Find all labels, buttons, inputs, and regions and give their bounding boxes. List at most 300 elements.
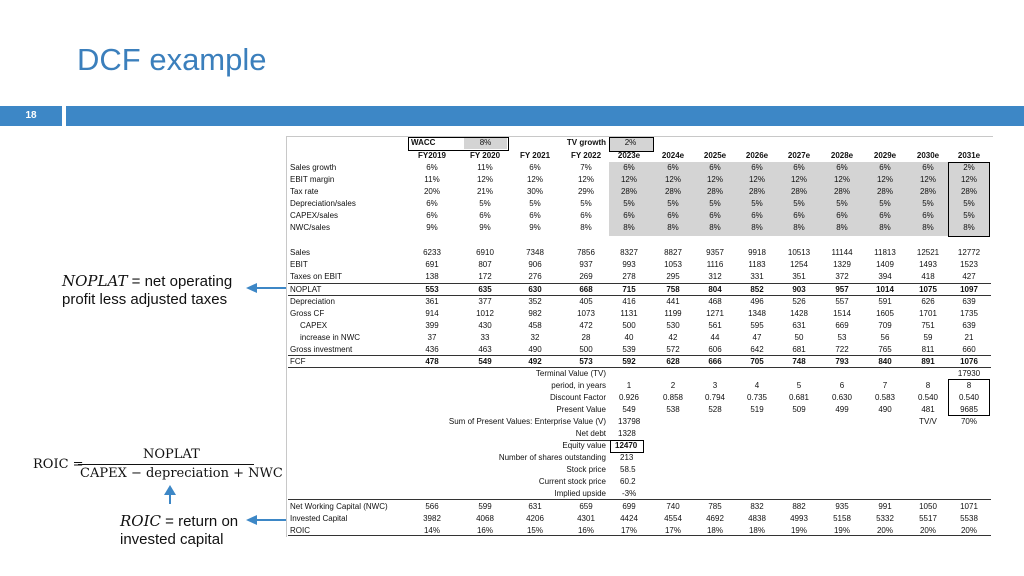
- financial-cell: 793: [835, 357, 849, 366]
- assumption-cell: 6%: [529, 163, 541, 172]
- financial-label: Sales: [290, 248, 311, 257]
- financial-cell: 557: [835, 297, 849, 306]
- financial-cell: 352: [528, 297, 542, 306]
- assumption-cell: 28%: [748, 187, 765, 196]
- bottom-cell: 4838: [748, 514, 766, 523]
- assumption-cell: 11%: [477, 163, 493, 172]
- assumption-cell: 20%: [423, 187, 440, 196]
- financial-cell: 748: [792, 357, 806, 366]
- financial-cell: 9357: [706, 248, 724, 257]
- financial-cell: 526: [792, 297, 806, 306]
- year-header: FY 2020: [469, 151, 501, 160]
- net-debt-label: Net debt: [575, 429, 606, 438]
- financial-cell: 47: [752, 333, 762, 342]
- financial-cell: 37: [427, 333, 437, 342]
- financial-cell: 10513: [787, 248, 811, 257]
- bottom-cell: 5517: [919, 514, 937, 523]
- financial-cell: 1075: [919, 285, 937, 294]
- financial-cell: 399: [425, 321, 439, 330]
- assumption-cell: 12%: [876, 175, 893, 184]
- implied-upside-value: -3%: [622, 489, 637, 498]
- financial-cell: 372: [835, 272, 849, 281]
- roic-denominator: CAPEX − depreciation + NWC: [80, 466, 283, 481]
- assumption-cell: 8%: [793, 223, 805, 232]
- period-cell: 4: [754, 381, 760, 390]
- financial-cell: 312: [708, 272, 722, 281]
- roic-fraction-bar: [78, 464, 254, 465]
- bottom-cell: 991: [878, 502, 892, 511]
- bottom-label: ROIC: [290, 526, 310, 535]
- assumption-cell: 5%: [709, 199, 721, 208]
- period-cell: 3: [712, 381, 718, 390]
- financial-cell: 1131: [620, 309, 638, 318]
- bottom-cell: 16%: [476, 526, 493, 535]
- year-header: 2023e: [617, 151, 641, 160]
- present-value-cell: 549: [622, 405, 636, 414]
- financial-cell: 1428: [790, 309, 808, 318]
- assumption-cell: 6%: [709, 211, 721, 220]
- financial-cell: 351: [792, 272, 806, 281]
- financial-cell: 807: [478, 260, 492, 269]
- period-cell: 8: [925, 381, 931, 390]
- financial-cell: 592: [622, 357, 636, 366]
- present-value-cell: 481: [921, 405, 935, 414]
- roic-up-arrow-icon: [163, 485, 177, 505]
- assumption-cell: 6%: [667, 163, 679, 172]
- assumption-cell: 29%: [577, 187, 594, 196]
- bottom-cell: 20%: [876, 526, 893, 535]
- financial-cell: 666: [708, 357, 722, 366]
- period-cell: 1: [626, 381, 632, 390]
- financial-label: increase in NWC: [300, 333, 361, 342]
- stock-price-label: Stock price: [566, 465, 606, 474]
- bottom-cell: 659: [579, 502, 593, 511]
- financial-cell: 53: [837, 333, 847, 342]
- year-header: FY 2021: [519, 151, 551, 160]
- financial-cell: 468: [708, 297, 722, 306]
- financial-cell: 295: [666, 272, 680, 281]
- financial-cell: 553: [425, 285, 439, 294]
- assumption-cell: 12%: [919, 175, 936, 184]
- year-header: 2025e: [703, 151, 727, 160]
- assumption-cell: 8%: [836, 223, 848, 232]
- financial-cell: 377: [478, 297, 492, 306]
- assumption-cell: 6%: [667, 211, 679, 220]
- assumption-cell: 8%: [751, 223, 763, 232]
- terminal-value-label: Terminal Value (TV): [535, 369, 606, 378]
- financial-cell: 32: [530, 333, 540, 342]
- financial-cell: 6233: [423, 248, 441, 257]
- wacc-value[interactable]: 8%: [479, 138, 492, 147]
- assumption-cell: 9%: [426, 223, 438, 232]
- assumption-cell: 2%: [963, 163, 975, 172]
- financial-cell: 463: [478, 345, 492, 354]
- assumption-cell: 28%: [664, 187, 681, 196]
- financial-cell: 44: [710, 333, 720, 342]
- financial-cell: 840: [878, 357, 892, 366]
- assumption-label: Tax rate: [290, 187, 319, 196]
- assumption-cell: 12%: [577, 175, 594, 184]
- assumption-cell: 6%: [426, 199, 438, 208]
- assumption-cell: 28%: [620, 187, 637, 196]
- period-cell: 6: [839, 381, 845, 390]
- financial-cell: 12772: [957, 248, 981, 257]
- financial-cell: 606: [708, 345, 722, 354]
- assumption-cell: 6%: [836, 163, 848, 172]
- financial-cell: 668: [579, 285, 593, 294]
- discount-factor-cell: 0.858: [662, 393, 684, 402]
- noplat-annotation-line2: profit less adjusted taxes: [62, 291, 228, 308]
- bottom-cell: 1071: [960, 502, 978, 511]
- financial-cell: 11813: [874, 248, 896, 257]
- assumption-cell: 12%: [620, 175, 637, 184]
- bottom-cell: 4554: [664, 514, 682, 523]
- wacc-label: WACC: [411, 138, 436, 147]
- assumption-cell: 28%: [833, 187, 850, 196]
- present-value-cell: 509: [792, 405, 806, 414]
- assumption-cell: 12%: [476, 175, 493, 184]
- bottom-cell: 5332: [876, 514, 894, 523]
- assumption-cell: 6%: [426, 211, 438, 220]
- discount-factor-label: Discount Factor: [549, 393, 606, 402]
- assumption-cell: 6%: [836, 211, 848, 220]
- financial-cell: 758: [666, 285, 680, 294]
- assumption-cell: 5%: [879, 199, 891, 208]
- bottom-cell: 4993: [790, 514, 808, 523]
- financial-cell: 418: [921, 272, 935, 281]
- year-header: FY 2022: [570, 151, 602, 160]
- financial-cell: 765: [878, 345, 892, 354]
- financial-cell: 28: [581, 333, 591, 342]
- assumption-cell: 5%: [963, 211, 975, 220]
- noplat-symbol: NOPLAT: [62, 272, 128, 290]
- assumption-cell: 8%: [667, 223, 679, 232]
- financial-label: CAPEX: [300, 321, 328, 330]
- assumption-cell: 6%: [793, 163, 805, 172]
- assumption-cell: 6%: [709, 163, 721, 172]
- financial-cell: 361: [425, 297, 439, 306]
- current-price-label: Current stock price: [538, 477, 606, 486]
- enterprise-value: 13798: [618, 417, 641, 426]
- period-cell: 2: [670, 381, 676, 390]
- roic-symbol: ROIC: [120, 512, 161, 530]
- shares-label: Number of shares outstanding: [498, 453, 606, 462]
- financial-cell: 1254: [790, 260, 808, 269]
- financial-cell: 530: [666, 321, 680, 330]
- bottom-cell: 740: [666, 502, 680, 511]
- shares-value: 213: [620, 453, 634, 462]
- financial-cell: 1012: [476, 309, 494, 318]
- bottom-label: Invested Capital: [290, 514, 348, 523]
- financial-cell: 1348: [748, 309, 766, 318]
- slide-number: 18: [25, 110, 37, 121]
- financial-label: Taxes on EBIT: [290, 272, 343, 281]
- financial-cell: 458: [528, 321, 542, 330]
- financial-cell: 982: [528, 309, 542, 318]
- financial-cell: 628: [666, 357, 680, 366]
- financial-cell: 500: [579, 345, 593, 354]
- bottom-label: Net Working Capital (NWC): [290, 502, 388, 511]
- financial-cell: 715: [622, 285, 636, 294]
- assumption-label: NWC/sales: [290, 223, 331, 232]
- financial-label: NOPLAT: [290, 285, 322, 294]
- financial-label: Gross CF: [290, 309, 325, 318]
- discount-factor-cell: 0.540: [958, 393, 980, 402]
- financial-cell: 50: [794, 333, 804, 342]
- discount-factor-cell: 0.583: [874, 393, 896, 402]
- tvv-value: 70%: [960, 417, 977, 426]
- financial-cell: 639: [962, 321, 976, 330]
- assumption-cell: 6%: [623, 211, 635, 220]
- financial-cell: 595: [750, 321, 764, 330]
- assumption-cell: 5%: [922, 199, 934, 208]
- assumption-cell: 8%: [580, 223, 592, 232]
- terminal-value: 17930: [957, 369, 981, 378]
- bottom-cell: 17%: [620, 526, 637, 535]
- present-value-cell: 538: [666, 405, 680, 414]
- financial-cell: 561: [708, 321, 722, 330]
- discount-factor-cell: 0.794: [704, 393, 726, 402]
- assumption-label: EBIT margin: [290, 175, 335, 184]
- financial-cell: 12521: [916, 248, 940, 257]
- bottom-cell: 19%: [833, 526, 850, 535]
- assumption-cell: 28%: [876, 187, 893, 196]
- financial-cell: 11144: [831, 248, 853, 257]
- period-cell: 5: [796, 381, 802, 390]
- assumption-cell: 7%: [580, 163, 592, 172]
- roic-arrow-icon: [246, 514, 288, 526]
- present-value-cell: 490: [878, 405, 892, 414]
- financial-cell: 722: [835, 345, 849, 354]
- financial-cell: 331: [750, 272, 764, 281]
- financial-cell: 394: [878, 272, 892, 281]
- financial-cell: 631: [792, 321, 806, 330]
- assumption-cell: 12%: [706, 175, 723, 184]
- assumption-cell: 6%: [479, 211, 491, 220]
- assumption-cell: 11%: [424, 175, 440, 184]
- present-value-label: Present Value: [556, 405, 606, 414]
- assumption-cell: 12%: [664, 175, 681, 184]
- assumption-cell: 6%: [922, 163, 934, 172]
- financial-cell: 492: [528, 357, 542, 366]
- current-price-value: 60.2: [620, 477, 636, 486]
- bottom-cell: 785: [708, 502, 722, 511]
- financial-cell: 906: [528, 260, 542, 269]
- bottom-cell: 16%: [577, 526, 594, 535]
- assumption-cell: 12%: [960, 175, 977, 184]
- financial-cell: 681: [792, 345, 806, 354]
- assumption-cell: 9%: [529, 223, 541, 232]
- assumption-cell: 12%: [748, 175, 765, 184]
- assumption-cell: 5%: [529, 199, 541, 208]
- roic-lhs: ROIC =: [33, 457, 84, 472]
- financial-cell: 549: [478, 357, 492, 366]
- bottom-cell: 4301: [577, 514, 595, 523]
- assumption-cell: 6%: [751, 211, 763, 220]
- noplat-text: = net operating: [127, 273, 233, 290]
- present-value-cell: 519: [750, 405, 764, 414]
- bottom-cell: 599: [478, 502, 492, 511]
- financial-cell: 1271: [706, 309, 724, 318]
- discount-factor-cell: 0.926: [618, 393, 640, 402]
- bottom-cell: 566: [425, 502, 439, 511]
- enterprise-value-label: Sum of Present Values: Enterprise Value (V): [448, 417, 606, 426]
- financial-cell: 1116: [706, 260, 724, 269]
- implied-upside-label: Implied upside: [554, 489, 606, 498]
- financial-cell: 430: [478, 321, 492, 330]
- bottom-cell: 1050: [919, 502, 937, 511]
- assumption-cell: 8%: [709, 223, 721, 232]
- financial-cell: 709: [878, 321, 892, 330]
- assumption-cell: 5%: [623, 199, 635, 208]
- bottom-cell: 14%: [423, 526, 440, 535]
- assumption-cell: 6%: [879, 211, 891, 220]
- discount-factor-cell: 0.630: [831, 393, 853, 402]
- bottom-cell: 15%: [526, 526, 543, 535]
- financial-cell: 276: [528, 272, 542, 281]
- financial-cell: 1183: [748, 260, 766, 269]
- financial-cell: 8827: [664, 248, 682, 257]
- financial-cell: 496: [750, 297, 764, 306]
- bottom-cell: 935: [835, 502, 849, 511]
- year-header: 2029e: [873, 151, 897, 160]
- bottom-cell: 4068: [476, 514, 494, 523]
- assumption-cell: 21%: [476, 187, 493, 196]
- financial-cell: 914: [425, 309, 439, 318]
- financial-cell: 1053: [664, 260, 682, 269]
- financial-cell: 56: [880, 333, 890, 342]
- year-header: 2027e: [787, 151, 811, 160]
- roic-annotation: [120, 512, 238, 531]
- financial-label: Gross investment: [290, 345, 353, 354]
- financial-cell: 642: [750, 345, 764, 354]
- financial-cell: 669: [835, 321, 849, 330]
- financial-cell: 405: [579, 297, 593, 306]
- financial-cell: 1076: [960, 357, 978, 366]
- assumption-cell: 8%: [922, 223, 934, 232]
- bottom-cell: 5538: [960, 514, 978, 523]
- financial-cell: 1523: [960, 260, 978, 269]
- financial-cell: 7856: [577, 248, 595, 257]
- bottom-cell: 631: [528, 502, 542, 511]
- bottom-cell: 17%: [664, 526, 681, 535]
- financial-cell: 1735: [960, 309, 978, 318]
- financial-cell: 705: [750, 357, 764, 366]
- assumption-cell: 28%: [790, 187, 807, 196]
- page-title: DCF example: [77, 42, 267, 77]
- financial-cell: 1493: [919, 260, 937, 269]
- assumption-cell: 6%: [879, 163, 891, 172]
- financial-cell: 472: [579, 321, 593, 330]
- year-header: 2028e: [830, 151, 854, 160]
- financial-cell: 811: [921, 345, 935, 354]
- financial-cell: 751: [921, 321, 935, 330]
- assumption-cell: 28%: [960, 187, 977, 196]
- financial-cell: 33: [480, 333, 490, 342]
- financial-cell: 1014: [876, 285, 894, 294]
- stock-price-value: 58.5: [620, 465, 636, 474]
- financial-cell: 639: [962, 297, 976, 306]
- financial-cell: 59: [923, 333, 933, 342]
- assumption-label: CAPEX/sales: [290, 211, 339, 220]
- financial-cell: 572: [666, 345, 680, 354]
- discount-factor-cell: 0.735: [746, 393, 768, 402]
- financial-cell: 635: [478, 285, 492, 294]
- assumption-cell: 8%: [623, 223, 635, 232]
- financial-cell: 1097: [960, 285, 978, 294]
- assumption-cell: 6%: [426, 163, 438, 172]
- year-header: 2031e: [957, 151, 981, 160]
- financial-cell: 478: [425, 357, 439, 366]
- financial-cell: 852: [750, 285, 764, 294]
- financial-cell: 427: [962, 272, 976, 281]
- financial-cell: 1073: [577, 309, 595, 318]
- period-label: period, in years: [551, 381, 606, 390]
- bottom-cell: 20%: [960, 526, 977, 535]
- financial-cell: 1605: [876, 309, 894, 318]
- financial-cell: 138: [425, 272, 439, 281]
- assumption-cell: 28%: [919, 187, 936, 196]
- assumption-cell: 5%: [793, 199, 805, 208]
- financial-cell: 993: [622, 260, 636, 269]
- financial-cell: 1199: [664, 309, 682, 318]
- present-value-cell: 9685: [960, 405, 978, 414]
- financial-cell: 42: [668, 333, 678, 342]
- tv-growth-value[interactable]: 2%: [624, 138, 637, 147]
- assumption-cell: 6%: [922, 211, 934, 220]
- assumption-cell: 9%: [479, 223, 491, 232]
- bottom-cell: 4424: [620, 514, 638, 523]
- bottom-cell: 4206: [526, 514, 544, 523]
- financial-cell: 172: [478, 272, 492, 281]
- bottom-cell: 4692: [706, 514, 724, 523]
- assumption-cell: 28%: [706, 187, 723, 196]
- financial-cell: 891: [921, 357, 935, 366]
- assumption-cell: 6%: [529, 211, 541, 220]
- present-value-cell: 499: [835, 405, 849, 414]
- net-debt-value: 1328: [618, 429, 636, 438]
- financial-cell: 269: [579, 272, 593, 281]
- bottom-cell: 3982: [423, 514, 441, 523]
- year-header: 2024e: [661, 151, 685, 160]
- financial-cell: 626: [921, 297, 935, 306]
- assumption-cell: 12%: [790, 175, 807, 184]
- assumption-cell: 8%: [963, 223, 975, 232]
- assumption-cell: 8%: [879, 223, 891, 232]
- financial-cell: 6910: [476, 248, 494, 257]
- financial-cell: 278: [622, 272, 636, 281]
- tv-growth-label: TV growth: [566, 138, 606, 147]
- financial-cell: 660: [962, 345, 976, 354]
- financial-cell: 539: [622, 345, 636, 354]
- financial-cell: 436: [425, 345, 439, 354]
- financial-cell: 957: [835, 285, 849, 294]
- header-accent-bar: [66, 106, 1024, 126]
- bottom-cell: 882: [792, 502, 806, 511]
- bottom-cell: 832: [750, 502, 764, 511]
- bottom-cell: 18%: [748, 526, 765, 535]
- assumption-label: Depreciation/sales: [290, 199, 356, 208]
- financial-cell: 40: [624, 333, 634, 342]
- tvv-label: TV/V: [919, 417, 937, 426]
- equity-value: 12470: [615, 441, 638, 450]
- assumption-cell: 5%: [479, 199, 491, 208]
- roic-annotation-line2: invested capital: [120, 531, 224, 548]
- assumption-label: Sales growth: [290, 163, 337, 172]
- financial-cell: 591: [878, 297, 892, 306]
- assumption-cell: 12%: [833, 175, 850, 184]
- financial-cell: 1701: [919, 309, 937, 318]
